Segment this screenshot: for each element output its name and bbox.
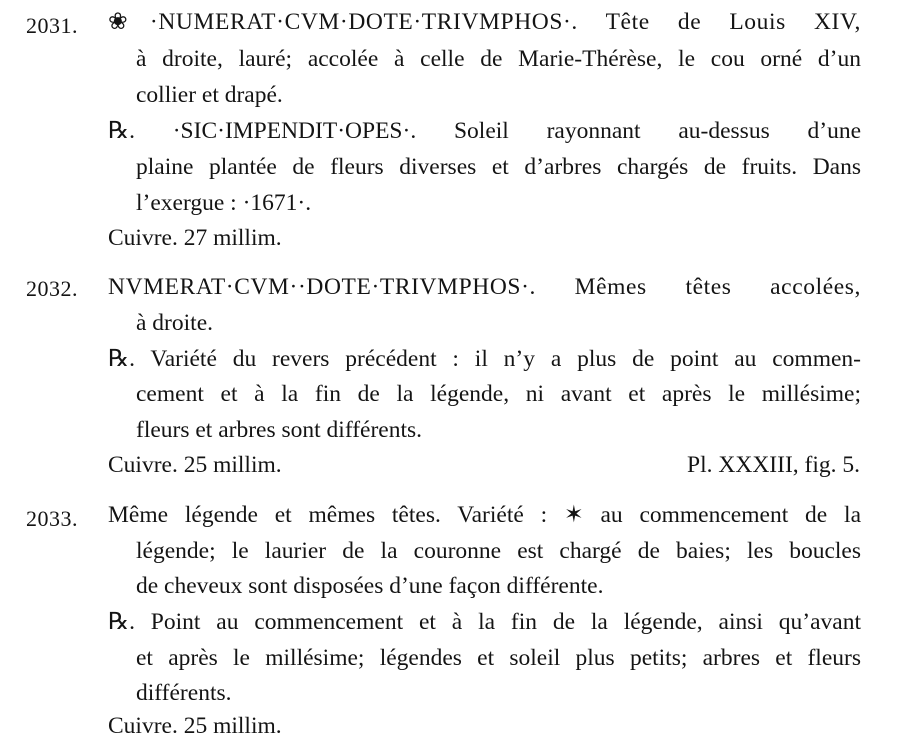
reverse-line: cement et à la fin de la légende, ni avant et après le millésime; (136, 381, 861, 407)
entry-legend-line: ❀·NUMERAT·CVM·DOTE·TRIVMPHOS·. Tête de Louis XIV, (108, 9, 861, 35)
entry-description-line: à droite, lauré; accolée à celle de Marie-Thérèse, le cou orné d’un (136, 46, 861, 72)
metal-size: Cuivre. 25 millim. (108, 452, 282, 478)
entry-description-line: de cheveux sont disposées d’une façon différente. (136, 573, 604, 599)
reverse-line: et après le millésime; légendes et soleil plus petits; arbres et fleurs (136, 645, 861, 671)
reverse-line: ℞. Variété du revers précédent : il n’y a plus de point au commen- (108, 346, 861, 372)
reverse-line: plaine plantée de fleurs diverses et d’arbres chargés de fruits. Dans (136, 154, 861, 180)
reverse-line: ℞. Point au commencement et à la fin de la légende, ainsi qu’avant (108, 609, 861, 635)
entry-description-line: collier et drapé. (136, 82, 283, 108)
entry-description-line: à droite. (136, 310, 213, 336)
plate-reference: Pl. XXXIII, fig. 5. (687, 452, 860, 478)
entry-description-line: légende; le laurier de la couronne est chargé de baies; les boucles (136, 538, 861, 564)
reverse-line: ℞. ·SIC·IMPENDIT·OPES·. Soleil rayonnant au-dessus d’une (108, 118, 861, 144)
entry-number: 2032. (26, 276, 78, 301)
metal-size: Cuivre. 25 millim. (108, 713, 282, 739)
entry-number: 2031. (26, 13, 78, 38)
entry-legend-line: NVMERAT·CVM··DOTE·TRIVMPHOS·. Mêmes têtes accolées, (108, 274, 861, 300)
entry-description-line: Même légende et mêmes têtes. Variété : ✶ au commencement de la (108, 502, 861, 528)
reverse-line: différents. (136, 680, 232, 706)
metal-size: Cuivre. 27 millim. (108, 225, 282, 251)
reverse-line: fleurs et arbres sont différents. (136, 417, 423, 443)
reverse-line: l’exergue : ·1671·. (136, 190, 312, 216)
entry-number: 2033. (26, 506, 78, 531)
